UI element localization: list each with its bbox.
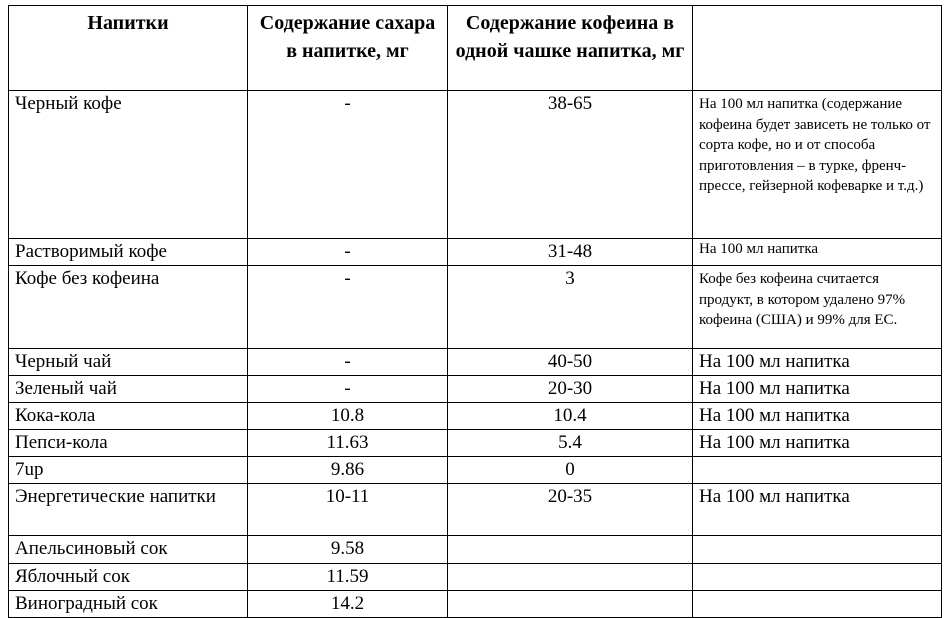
cell-caffeine: 20-30 xyxy=(448,376,693,403)
cell-sugar: 9.86 xyxy=(248,457,448,484)
cell-sugar: 9.58 xyxy=(248,536,448,564)
cell-drink: Кофе без кофеина xyxy=(9,266,248,349)
cell-drink: Черный кофе xyxy=(9,91,248,239)
cell-sugar: - xyxy=(248,349,448,376)
header-notes xyxy=(693,6,942,91)
table-row xyxy=(9,484,942,536)
cell-note: На 100 мл напитка (содержание кофеина будет зависеть не только от сорта кофе, но и от способа приготовления – в турке, френч-прессе, гейзерной кофеварке и т.д.) xyxy=(693,91,942,239)
cell-note: На 100 мл напитка xyxy=(693,349,942,376)
cell-caffeine: 3 xyxy=(448,266,693,349)
cell-note xyxy=(693,591,942,618)
cell-sugar: 10.8 xyxy=(248,403,448,430)
table-row xyxy=(9,457,942,484)
header-caffeine: Содержание кофеина в одной чашке напитка, мг xyxy=(448,6,693,91)
cell-caffeine: 0 xyxy=(448,457,693,484)
header-row xyxy=(9,6,942,91)
cell-drink: 7up xyxy=(9,457,248,484)
table-row xyxy=(9,376,942,403)
header-drinks: Напитки xyxy=(9,6,248,91)
cell-sugar: 11.59 xyxy=(248,564,448,591)
table-row xyxy=(9,536,942,564)
table-row xyxy=(9,591,942,618)
cell-caffeine: 10.4 xyxy=(448,403,693,430)
cell-note: На 100 мл напитка xyxy=(693,239,942,266)
cell-drink: Яблочный сок xyxy=(9,564,248,591)
cell-drink: Энергетические напитки xyxy=(9,484,248,536)
cell-caffeine: 40-50 xyxy=(448,349,693,376)
cell-note: Кофе без кофеина считается продукт, в котором удалено 97% кофеина (США) и 99% для ЕС. xyxy=(693,266,942,349)
cell-note: На 100 мл напитка xyxy=(693,430,942,457)
cell-drink: Растворимый кофе xyxy=(9,239,248,266)
cell-sugar: - xyxy=(248,266,448,349)
cell-drink: Зеленый чай xyxy=(9,376,248,403)
beverage-table xyxy=(8,5,942,618)
cell-note: На 100 мл напитка xyxy=(693,376,942,403)
table-row xyxy=(9,349,942,376)
cell-sugar: - xyxy=(248,239,448,266)
header-sugar: Содержание сахара в напитке, мг xyxy=(248,6,448,91)
cell-note: На 100 мл напитка xyxy=(693,403,942,430)
cell-note xyxy=(693,564,942,591)
cell-caffeine xyxy=(448,591,693,618)
cell-caffeine: 20-35 xyxy=(448,484,693,536)
cell-drink: Черный чай xyxy=(9,349,248,376)
cell-caffeine xyxy=(448,536,693,564)
cell-caffeine: 31-48 xyxy=(448,239,693,266)
cell-caffeine: 5.4 xyxy=(448,430,693,457)
cell-caffeine: 38-65 xyxy=(448,91,693,239)
cell-sugar: - xyxy=(248,91,448,239)
cell-sugar: 11.63 xyxy=(248,430,448,457)
cell-note xyxy=(693,457,942,484)
cell-note: На 100 мл напитка xyxy=(693,484,942,536)
cell-sugar: - xyxy=(248,376,448,403)
table-row xyxy=(9,564,942,591)
table-row xyxy=(9,91,942,239)
table-row xyxy=(9,266,942,349)
cell-drink: Кока-кола xyxy=(9,403,248,430)
table-row xyxy=(9,430,942,457)
cell-caffeine xyxy=(448,564,693,591)
table-row xyxy=(9,403,942,430)
cell-drink: Апельсиновый сок xyxy=(9,536,248,564)
cell-sugar: 14.2 xyxy=(248,591,448,618)
cell-drink: Виноградный сок xyxy=(9,591,248,618)
table-row xyxy=(9,239,942,266)
cell-drink: Пепси-кола xyxy=(9,430,248,457)
cell-note xyxy=(693,536,942,564)
cell-sugar: 10-11 xyxy=(248,484,448,536)
